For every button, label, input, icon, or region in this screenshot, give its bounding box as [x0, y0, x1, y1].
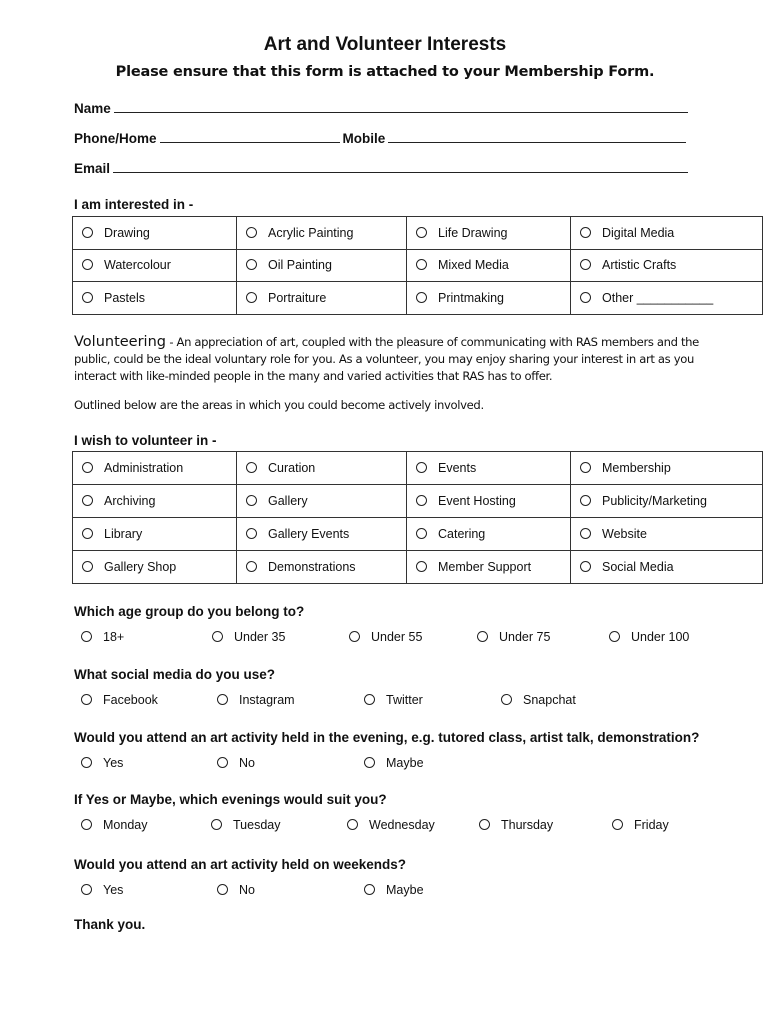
radio-button[interactable]: [580, 259, 591, 270]
evening-option-maybe[interactable]: [364, 756, 424, 770]
option-catering[interactable]: [407, 518, 571, 551]
phone-field-row: [74, 128, 689, 146]
radio-button[interactable]: [81, 631, 92, 642]
age-option-18[interactable]: [81, 630, 124, 644]
age-option-under-75[interactable]: [477, 630, 550, 644]
option-label: Thursday: [501, 818, 554, 832]
option-label: Maybe: [386, 883, 424, 897]
option-label: Other ___________: [602, 290, 714, 305]
weekends-option-no[interactable]: [217, 883, 255, 897]
evenings-suit-option-friday[interactable]: [612, 818, 669, 832]
weekends-option-yes[interactable]: [81, 883, 123, 897]
radio-button[interactable]: [246, 292, 257, 303]
radio-button[interactable]: [364, 884, 375, 895]
radio-button[interactable]: [580, 561, 591, 572]
social-option-snapchat[interactable]: [501, 693, 576, 707]
option-label: Monday: [103, 818, 148, 832]
option-label: Digital Media: [602, 225, 675, 240]
option-label: Under 35: [234, 630, 286, 644]
radio-button[interactable]: [246, 495, 257, 506]
option-label: Drawing: [104, 225, 150, 240]
evening-option-no[interactable]: [217, 756, 255, 770]
option-website[interactable]: [571, 518, 763, 551]
volunteering-paragraph: [74, 334, 734, 385]
weekends-question: Would you attend an art activity held on weekends?: [74, 857, 407, 872]
volunteering-lead: Volunteering: [74, 334, 166, 350]
option-label: Gallery: [268, 494, 308, 508]
option-label: Administration: [104, 461, 184, 475]
evenings-suit-question: If Yes or Maybe, which evenings would suit you?: [74, 792, 387, 807]
option-label: Acrylic Painting: [268, 225, 354, 240]
radio-button[interactable]: [246, 227, 257, 238]
option-label: Under 55: [371, 630, 423, 644]
option-label: Life Drawing: [438, 225, 508, 240]
evenings-suit-option-monday[interactable]: [81, 818, 147, 832]
option-label: Gallery Shop: [104, 560, 177, 574]
social-question: What social media do you use?: [74, 667, 276, 682]
age-option-under-100[interactable]: [609, 630, 689, 644]
option-gallery-shop[interactable]: [73, 551, 237, 584]
radio-button[interactable]: [416, 292, 427, 303]
table-row: [73, 551, 763, 584]
radio-button[interactable]: [82, 495, 93, 506]
evening-option-yes[interactable]: [81, 756, 123, 770]
evening-question: Would you attend an art activity held in the evening, e.g. tutored class, artist talk, demonstration?: [74, 730, 700, 745]
radio-button[interactable]: [580, 462, 591, 473]
option-label: Printmaking: [438, 290, 504, 305]
radio-button[interactable]: [580, 227, 591, 238]
radio-button[interactable]: [81, 694, 92, 705]
option-label: 18+: [103, 630, 125, 644]
option-label: Watercolour: [104, 258, 171, 273]
radio-button[interactable]: [211, 819, 222, 830]
radio-button[interactable]: [246, 462, 257, 473]
phone-home-input-line[interactable]: [160, 128, 340, 143]
option-label: Tuesday: [233, 818, 281, 832]
radio-button[interactable]: [580, 495, 591, 506]
option-label: Gallery Events: [268, 527, 350, 541]
volunteer-table: [72, 451, 763, 584]
option-portraiture[interactable]: [237, 282, 407, 315]
table-row: [73, 217, 763, 250]
radio-button[interactable]: [479, 819, 490, 830]
option-label: Pastels: [104, 290, 145, 305]
option-library[interactable]: [73, 518, 237, 551]
option-archiving[interactable]: [73, 485, 237, 518]
option-label: Yes: [103, 756, 124, 770]
radio-button[interactable]: [477, 631, 488, 642]
option-mixed-media[interactable]: [407, 249, 571, 282]
evenings-suit-option-tuesday[interactable]: [211, 818, 280, 832]
option-label: Member Support: [438, 560, 532, 574]
option-label: Artistic Crafts: [602, 258, 677, 273]
radio-button[interactable]: [501, 694, 512, 705]
radio-button[interactable]: [416, 495, 427, 506]
radio-button[interactable]: [416, 462, 427, 473]
radio-button[interactable]: [580, 528, 591, 539]
option-membership[interactable]: [571, 452, 763, 485]
option-member-support[interactable]: [407, 551, 571, 584]
option-administration[interactable]: [73, 452, 237, 485]
option-curation[interactable]: [237, 452, 407, 485]
option-label: No: [239, 756, 255, 770]
table-row: [73, 452, 763, 485]
radio-button[interactable]: [82, 561, 93, 572]
option-label: Catering: [438, 527, 486, 541]
option-label: Curation: [268, 461, 316, 475]
option-label: Friday: [634, 818, 669, 832]
option-gallery[interactable]: [237, 485, 407, 518]
option-label: Mixed Media: [438, 258, 509, 273]
table-row: [73, 518, 763, 551]
option-label: Facebook: [103, 693, 158, 707]
option-label: Twitter: [386, 693, 423, 707]
phone-home-label: Phone/Home: [74, 131, 157, 146]
radio-button[interactable]: [349, 631, 360, 642]
radio-button[interactable]: [217, 694, 228, 705]
radio-button[interactable]: [580, 292, 591, 303]
radio-button[interactable]: [82, 462, 93, 473]
email-input-line[interactable]: [113, 158, 688, 173]
social-option-facebook[interactable]: [81, 693, 158, 707]
option-label: Library: [104, 527, 143, 541]
email-field-row: [74, 158, 691, 176]
option-demonstrations[interactable]: [237, 551, 407, 584]
option-label: Demonstrations: [268, 560, 356, 574]
radio-button[interactable]: [81, 884, 92, 895]
radio-button[interactable]: [246, 528, 257, 539]
age-option-under-55[interactable]: [349, 630, 422, 644]
option-label: Event Hosting: [438, 494, 516, 508]
option-label: Oil Painting: [268, 258, 332, 273]
option-label: Under 100: [631, 630, 690, 644]
option-gallery-events[interactable]: [237, 518, 407, 551]
option-label: Publicity/Marketing: [602, 494, 707, 508]
volunteer-heading: I wish to volunteer in -: [74, 433, 217, 448]
radio-button[interactable]: [416, 528, 427, 539]
radio-button[interactable]: [612, 819, 623, 830]
option-event-hosting[interactable]: [407, 485, 571, 518]
radio-button[interactable]: [416, 561, 427, 572]
option-label: Yes: [103, 883, 124, 897]
option-publicity-marketing[interactable]: [571, 485, 763, 518]
mobile-label: Mobile: [342, 131, 386, 146]
name-field-row: [74, 98, 691, 116]
radio-button[interactable]: [347, 819, 358, 830]
option-acrylic-painting[interactable]: [237, 217, 407, 250]
option-life-drawing[interactable]: [407, 217, 571, 250]
option-label: Maybe: [386, 756, 424, 770]
option-oil-painting[interactable]: [237, 249, 407, 282]
radio-button[interactable]: [364, 694, 375, 705]
interests-heading: I am interested in -: [74, 197, 194, 212]
radio-button[interactable]: [246, 561, 257, 572]
volunteering-text: - An appreciation of art, coupled with the pleasure of communicating with RAS members and the public, could be the ideal voluntary role for you. As a volunteer, you may enjoy sharing your interest in art as you interact with like-minded people in the many and varied activities that RAS has to offer.: [74, 335, 699, 383]
table-row: [73, 249, 763, 282]
radio-button[interactable]: [82, 292, 93, 303]
radio-button[interactable]: [81, 757, 92, 768]
radio-button[interactable]: [82, 528, 93, 539]
form-subtitle: Please ensure that this form is attached to your Membership Form.: [115, 64, 655, 80]
radio-button[interactable]: [416, 227, 427, 238]
option-label: Archiving: [104, 494, 156, 508]
social-option-twitter[interactable]: [364, 693, 423, 707]
option-drawing[interactable]: [73, 217, 237, 250]
option-digital-media[interactable]: [571, 217, 763, 250]
radio-button[interactable]: [212, 631, 223, 642]
option-label: Snapchat: [523, 693, 576, 707]
option-events[interactable]: [407, 452, 571, 485]
social-option-instagram[interactable]: [217, 693, 295, 707]
option-label: Portraiture: [268, 290, 327, 305]
option-other[interactable]: [571, 282, 763, 315]
option-label: Under 75: [499, 630, 551, 644]
radio-button[interactable]: [609, 631, 620, 642]
option-label: Membership: [602, 461, 671, 475]
outlined-text: Outlined below are the areas in which you could become actively involved.: [74, 398, 484, 412]
radio-button[interactable]: [82, 259, 93, 270]
option-pastels[interactable]: [73, 282, 237, 315]
radio-button[interactable]: [217, 757, 228, 768]
option-label: Wednesday: [369, 818, 435, 832]
mobile-input-line[interactable]: [388, 128, 686, 143]
radio-button[interactable]: [217, 884, 228, 895]
option-watercolour[interactable]: [73, 249, 237, 282]
option-label: Instagram: [239, 693, 295, 707]
option-label: Website: [602, 527, 647, 541]
option-artistic-crafts[interactable]: [571, 249, 763, 282]
radio-button[interactable]: [246, 259, 257, 270]
thank-you-text: Thank you.: [74, 917, 146, 932]
radio-button[interactable]: [416, 259, 427, 270]
weekends-option-maybe[interactable]: [364, 883, 424, 897]
age-question: Which age group do you belong to?: [74, 604, 305, 619]
email-label: Email: [74, 161, 111, 176]
table-row: [73, 485, 763, 518]
option-printmaking[interactable]: [407, 282, 571, 315]
radio-button[interactable]: [82, 227, 93, 238]
option-social-media[interactable]: [571, 551, 763, 584]
name-label: Name: [74, 101, 111, 116]
form-title: Art and Volunteer Interests: [263, 34, 507, 55]
evenings-suit-option-wednesday[interactable]: [347, 818, 435, 832]
name-input-line[interactable]: [114, 98, 688, 113]
option-label: No: [239, 883, 255, 897]
age-option-under-35[interactable]: [212, 630, 285, 644]
radio-button[interactable]: [364, 757, 375, 768]
option-label: Social Media: [602, 560, 674, 574]
interests-table: [72, 216, 763, 315]
option-label: Events: [438, 461, 477, 475]
table-row: [73, 282, 763, 315]
radio-button[interactable]: [81, 819, 92, 830]
evenings-suit-option-thursday[interactable]: [479, 818, 553, 832]
